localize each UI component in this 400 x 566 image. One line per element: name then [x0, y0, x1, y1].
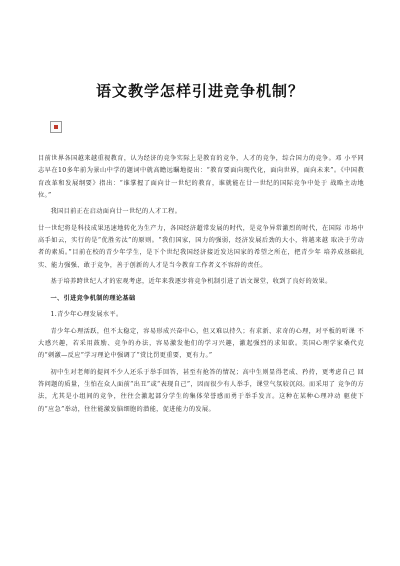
- page-title: 语文教学怎样引进竞争机制？: [95, 82, 304, 100]
- paragraph-intro: 目前世界各国越来越重视教育，认为经济的竞争实际上是教育的竞争，人才的竞争，综合国力的竞争。邓 小平同志早在10多年前为景山中学的题词中就高瞻远瞩地提出：“教育要面向现代化，面向世界，面向未来”。《中国教育改革和发展纲要》指出：“谁掌握了面向廿一世纪的教育，谁就能在廿一世纪的国际竞争中处于 战略主动地位。”: [38, 155, 364, 199]
- article-body: [38, 153, 364, 420]
- paragraph-youth-psychology: 青少年心理活跃，但不太稳定，容易形成兴奋中心，但又难以持久；有求新、求奇的心理，对平板的听课 不大感兴趣，若采用鼓励、竞争的办法，容易激发他们的学习兴趣，激起强烈的求知欲。美国心理学家桑代克 的“刺激—反应”学习理论中强调了“赏比罚更重要，更有力。”: [38, 327, 364, 360]
- subsection-heading-psychology: 1.青少年心理发展水平。: [50, 311, 123, 319]
- paragraph-21st-century: 廿一世纪将是科技成果迅速地转化为生产力，各国经济超常发展的时代，是竞争异常激烈的时代，在国际 市场中高手如云，实行的是“优胜劣汰”的原则。“我们国家，国力的强弱，经济发展后劲的大小，将越来越 取决于劳动者的素质。”目前在校的青少年学生，是下个世纪我国经济接近发达国家的希望之所在，把青少年 培养成基础扎实、能力强强、敢于竞争，善于创新的人才是当今教育工作者义不容辞的责任。: [38, 224, 364, 269]
- broken-image-icon: [50, 121, 62, 133]
- section-heading-theory: 一、引进竞争机制的理论基础: [50, 294, 136, 302]
- paragraph-talent-project: 我国目前正在启动面向廿一世纪的人才工程。: [50, 208, 182, 216]
- paragraph-introduction-of-competition: 基于培养跨世纪人才的宏观考虑，近年来我逐步将竞争机制引进了语文课堂，收到了良好的效果。: [50, 278, 332, 286]
- paragraph-students-answering: 初中生对老师的提问不少人还乐于举手回答，甚至有抢答的情况；高中生则显得老成、矜持，更考虑自己 回答问题的质量，生怕在众人面前“出丑”或“表现自己”，因而很少有人举手，课堂气氛较沉闷。而采用了 竞争的方法，尤其是小组间的竞争，往往会激起部分学生的集体荣誉感而勇于举手发言。这种在某种心理冲动 驱使下的“应急”举动，往往能激发脑细胞的潜能，促进能力的发展。: [38, 368, 364, 413]
